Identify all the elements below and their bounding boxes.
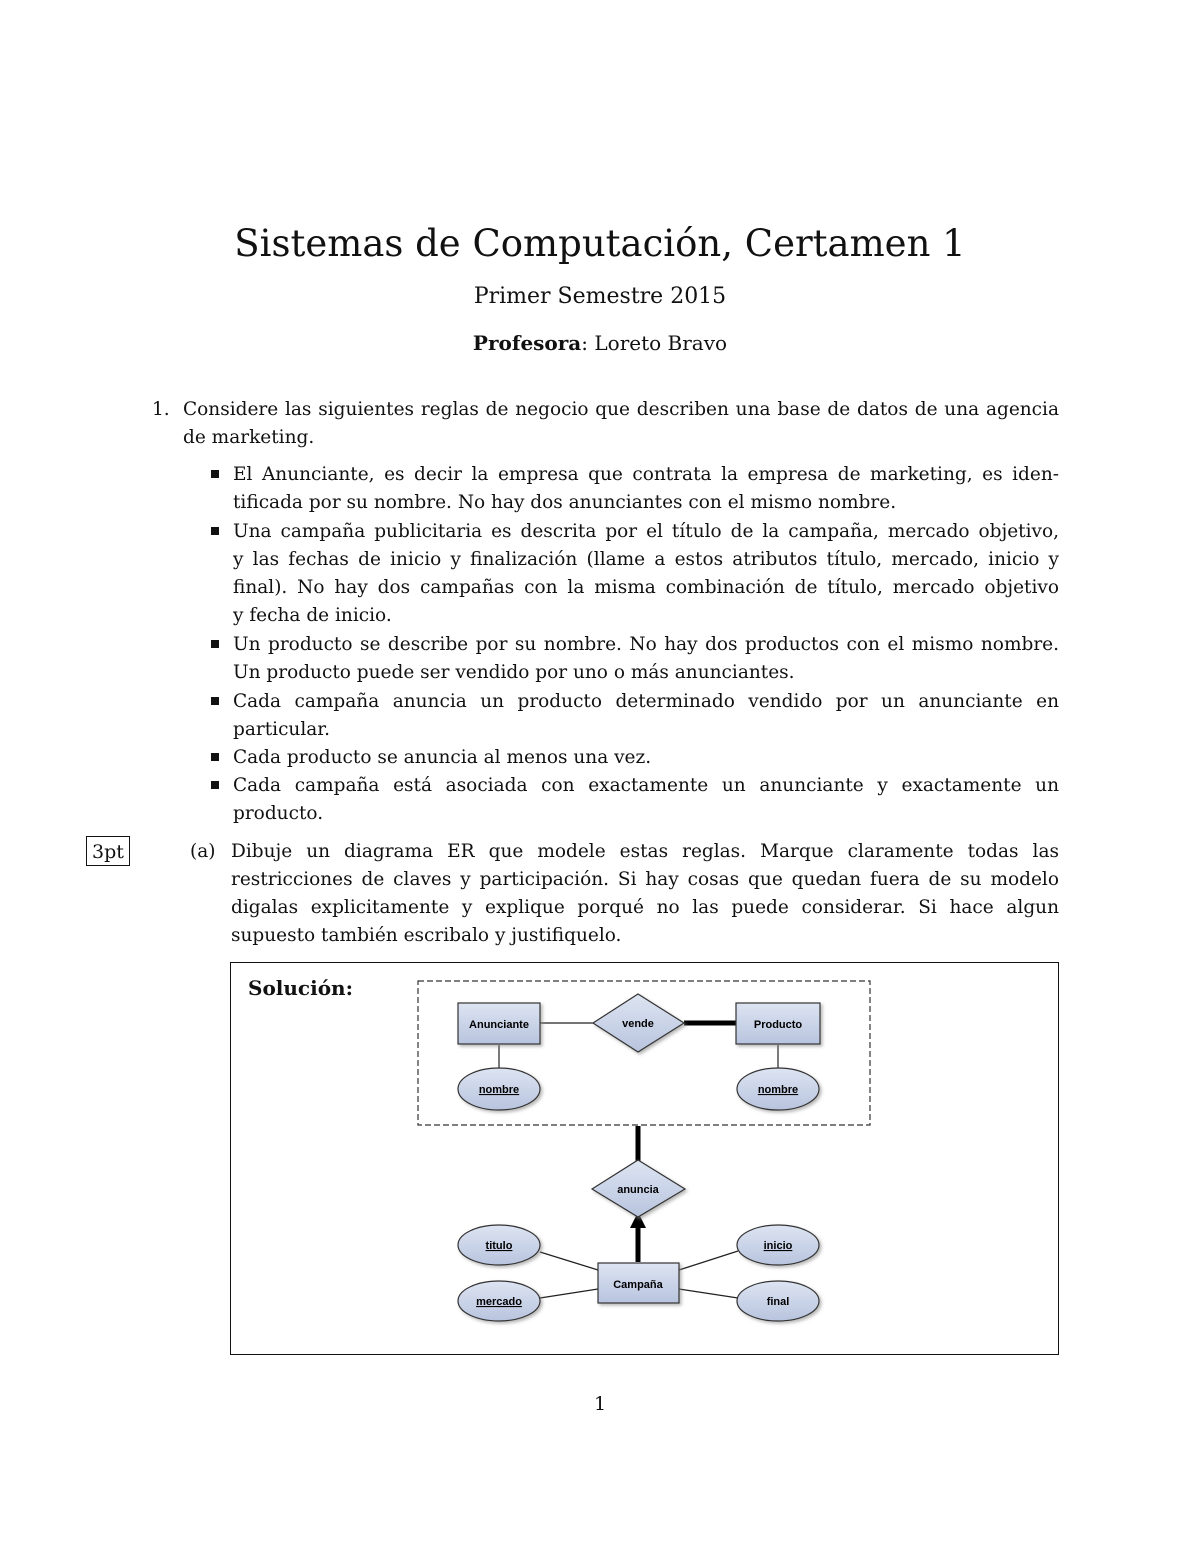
bullet-4-line-1: Cada campaña anuncia un producto determinado vendido por un anunciante en [233,691,1059,712]
solution-label: Solución: [248,976,353,1000]
relationship-vende-label: vende [622,1018,654,1030]
attribute-final [737,1281,819,1321]
attribute-mercado-label: mercado [476,1296,522,1308]
bullet-1-line-2: tificada por su nombre. No hay dos anunciantes con el mismo nombre. [233,492,897,513]
attribute-producto-nombre-label: nombre [757,1084,799,1096]
bullet-2-line-4: y fecha de inicio. [233,605,392,626]
bullet-3-line-1: Un producto se describe por su nombre. No hay dos productos con el mismo nombre. [233,634,1059,655]
bullet-4-line-2: particular. [233,719,330,740]
question-number: 1. [152,399,170,420]
attribute-inicio [737,1225,819,1265]
line-mercado-campana [540,1289,598,1298]
part-a-line-1: Dibuje un diagrama ER que modele estas reglas. Marque claramente todas las [231,841,1059,862]
bullet-1-line-1: El Anunciante, es decir la empresa que contrata la empresa de marketing, es iden- [233,464,1059,485]
bullet-6-line-1: Cada campaña está asociada con exactamente un anunciante y exactamente un [233,775,1059,796]
relationship-vende [593,994,684,1052]
attribute-anunciante-nombre-label: nombre [478,1084,520,1096]
page-number: 1 [593,1393,607,1415]
part-a-label: (a) [190,841,216,862]
entity-producto [736,1003,820,1044]
attribute-final-label: final [766,1296,790,1308]
part-a-line-4: supuesto también escribalo y justifiquelo. [231,925,622,946]
entity-campana [598,1263,679,1303]
bullet-2-line-3: final). No hay dos campañas con la misma combinación de título, mercado objetivo [233,577,1059,598]
professor-line: Profesora: Loreto Bravo [472,331,728,355]
relationship-anuncia-label: anuncia [617,1184,659,1196]
professor-name: Loreto Bravo [594,331,728,355]
points-badge: 3pt [86,836,130,866]
attribute-inicio-label: inicio [763,1240,793,1252]
attribute-anunciante-nombre [458,1068,540,1110]
attribute-titulo [458,1225,540,1265]
bullet-2-line-1: Una campaña publicitaria es descrita por el título de la campaña, mercado objetivo, [233,521,1059,542]
line-titulo-campana [540,1252,598,1270]
entity-anunciante [458,1003,540,1044]
bullet-3-line-2: Un producto puede ser vendido por uno o más anunciantes. [233,662,795,683]
attribute-producto-nombre [737,1068,819,1110]
attribute-titulo-label: titulo [485,1240,513,1252]
professor-label: Profesora [472,331,582,355]
page-subtitle: Primer Semestre 2015 [473,284,727,309]
question-intro-line-2: de marketing. [183,427,315,448]
question-intro-line-1: Considere las siguientes reglas de negocio que describen una base de datos de una agencia [183,399,1059,420]
line-campana-inicio [679,1251,738,1270]
bullet-2-line-2: y las fechas de inicio y finalización (llame a estos atributos título, mercado, inicio y [233,549,1059,570]
page-title: Sistemas de Computación, Certamen 1 [234,222,966,265]
bullet-5-line-1: Cada producto se anuncia al menos una vez. [233,747,652,768]
part-a-line-3: digalas explicitamente y explique porqué no las puede considerar. Si hace algun [231,897,1059,918]
entity-anunciante-label: Anunciante [469,1019,529,1031]
entity-campana-label: Campaña [613,1279,663,1291]
entity-producto-label: Producto [753,1019,803,1031]
attribute-mercado [458,1281,540,1321]
line-campana-final [679,1289,738,1298]
bullet-6-line-2: producto. [233,803,324,824]
relationship-anuncia [592,1160,685,1217]
part-a-line-2: restricciones de claves y participación. Si hay cosas que quedan fuera de su modelo [231,869,1059,890]
